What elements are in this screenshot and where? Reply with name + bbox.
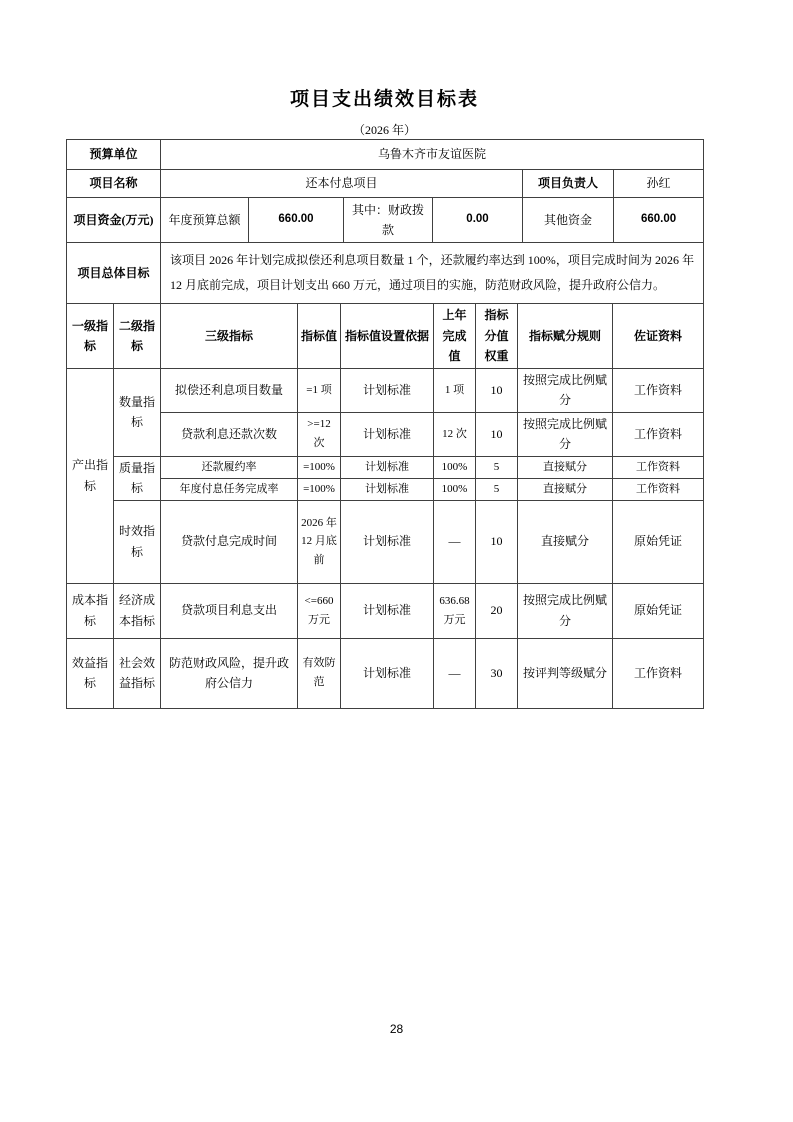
cell-target-value: >=12 次 (298, 412, 341, 456)
header-level2-indicator: 二级指标 (114, 304, 161, 369)
cell-evidence: 工作资料 (613, 412, 704, 456)
cell-basis: 计划标准 (341, 478, 434, 500)
cell-evidence: 原始凭证 (613, 500, 704, 583)
cell-rule: 按照完成比例赋分 (518, 412, 613, 456)
info-table (66, 139, 704, 304)
project-leader-value: 孙红 (614, 170, 704, 198)
cell-rule: 直接赋分 (518, 478, 613, 500)
cell-weight: 5 (476, 456, 518, 478)
cell-weight: 30 (476, 638, 518, 708)
indicator-header-row (67, 304, 704, 369)
header-score-weight: 指标分值权重 (476, 304, 518, 369)
indicator-row (67, 456, 704, 478)
cell-target-value: =100% (298, 478, 341, 500)
header-prev-year-value: 上年完成值 (434, 304, 476, 369)
project-name-label: 项目名称 (67, 170, 161, 198)
cell-evidence: 工作资料 (613, 369, 704, 413)
cell-indicator-name: 拟偿还利息项目数量 (161, 369, 298, 413)
cell-level1: 成本指标 (67, 583, 114, 638)
cell-basis: 计划标准 (341, 500, 434, 583)
cell-level2: 质量指标 (114, 456, 161, 500)
header-level1-indicator: 一级指标 (67, 304, 114, 369)
other-funds-value: 660.00 (614, 198, 704, 243)
project-funds-row (67, 198, 704, 243)
page-subtitle: （2026 年） (352, 123, 416, 137)
project-leader-label: 项目负责人 (523, 170, 614, 198)
header-value-basis: 指标值设置依据 (341, 304, 434, 369)
indicator-row (67, 500, 704, 583)
overall-goal-row (67, 243, 704, 304)
cell-prev-value: 12 次 (434, 412, 476, 456)
cell-prev-value: 636.68 万元 (434, 583, 476, 638)
cell-evidence: 工作资料 (613, 638, 704, 708)
indicator-row (67, 638, 704, 708)
cell-rule: 按照完成比例赋分 (518, 369, 613, 413)
cell-basis: 计划标准 (341, 369, 434, 413)
cell-level2: 社会效益指标 (114, 638, 161, 708)
cell-level1: 产出指标 (67, 369, 114, 584)
cell-evidence: 原始凭证 (613, 583, 704, 638)
cell-evidence: 工作资料 (613, 478, 704, 500)
other-funds-label: 其他资金 (523, 198, 614, 243)
cell-target-value: =100% (298, 456, 341, 478)
cell-weight: 10 (476, 412, 518, 456)
page-number: 28 (389, 1022, 404, 1036)
cell-weight: 10 (476, 369, 518, 413)
indicator-row (67, 412, 704, 456)
cell-indicator-name: 防范财政风险，提升政府公信力 (161, 638, 298, 708)
project-name-value: 还本付息项目 (161, 170, 523, 198)
cell-indicator-name: 年度付息任务完成率 (161, 478, 298, 500)
fiscal-allocation-value: 0.00 (433, 198, 523, 243)
cell-target-value: 有效防范 (298, 638, 341, 708)
cell-basis: 计划标准 (341, 412, 434, 456)
cell-indicator-name: 贷款付息完成时间 (161, 500, 298, 583)
cell-rule: 按评判等级赋分 (518, 638, 613, 708)
budget-unit-value: 乌鲁木齐市友谊医院 (161, 140, 704, 170)
cell-weight: 10 (476, 500, 518, 583)
cell-weight: 20 (476, 583, 518, 638)
header-evidence: 佐证资料 (613, 304, 704, 369)
cell-level2: 经济成本指标 (114, 583, 161, 638)
cell-basis: 计划标准 (341, 583, 434, 638)
project-funds-label: 项目资金(万元) (67, 198, 161, 243)
cell-target-value: 2026 年 12 月底前 (298, 500, 341, 583)
cell-target-value: =1 项 (298, 369, 341, 413)
header-scoring-rule: 指标赋分规则 (518, 304, 613, 369)
header-level3-indicator: 三级指标 (161, 304, 298, 369)
cell-indicator-name: 贷款项目利息支出 (161, 583, 298, 638)
cell-basis: 计划标准 (341, 638, 434, 708)
cell-target-value: <=660 万元 (298, 583, 341, 638)
overall-goal-value: 该项目 2026 年计划完成拟偿还利息项目数量 1 个，还款履约率达到 100%，项目完成时间为 2026 年 12 月底前完成，项目计划支出 660 万元，通过项目的实施，防范财政风险，提升政府公信力。 (161, 243, 704, 304)
cell-prev-value: — (434, 638, 476, 708)
cell-rule: 直接赋分 (518, 500, 613, 583)
performance-target-table (66, 139, 703, 709)
cell-level1: 效益指标 (67, 638, 114, 708)
indicator-table (66, 303, 704, 709)
indicator-row (67, 583, 704, 638)
cell-rule: 直接赋分 (518, 456, 613, 478)
cell-level2: 时效指标 (114, 500, 161, 583)
budget-unit-label: 预算单位 (67, 140, 161, 170)
annual-budget-value: 660.00 (249, 198, 344, 243)
project-name-row (67, 170, 704, 198)
cell-prev-value: 100% (434, 456, 476, 478)
cell-prev-value: 1 项 (434, 369, 476, 413)
header-target-value: 指标值 (298, 304, 341, 369)
cell-basis: 计划标准 (341, 456, 434, 478)
indicator-row (67, 478, 704, 500)
fiscal-allocation-label: 其中：财政拨款 (344, 198, 433, 243)
page-title: 项目支出绩效目标表 (289, 88, 479, 110)
cell-indicator-name: 还款履约率 (161, 456, 298, 478)
cell-level2: 数量指标 (114, 369, 161, 457)
overall-goal-label: 项目总体目标 (67, 243, 161, 304)
cell-weight: 5 (476, 478, 518, 500)
cell-rule: 按照完成比例赋分 (518, 583, 613, 638)
cell-evidence: 工作资料 (613, 456, 704, 478)
cell-indicator-name: 贷款利息还款次数 (161, 412, 298, 456)
cell-prev-value: — (434, 500, 476, 583)
cell-prev-value: 100% (434, 478, 476, 500)
indicator-row (67, 369, 704, 413)
budget-unit-row (67, 140, 704, 170)
annual-budget-label: 年度预算总额 (161, 198, 249, 243)
